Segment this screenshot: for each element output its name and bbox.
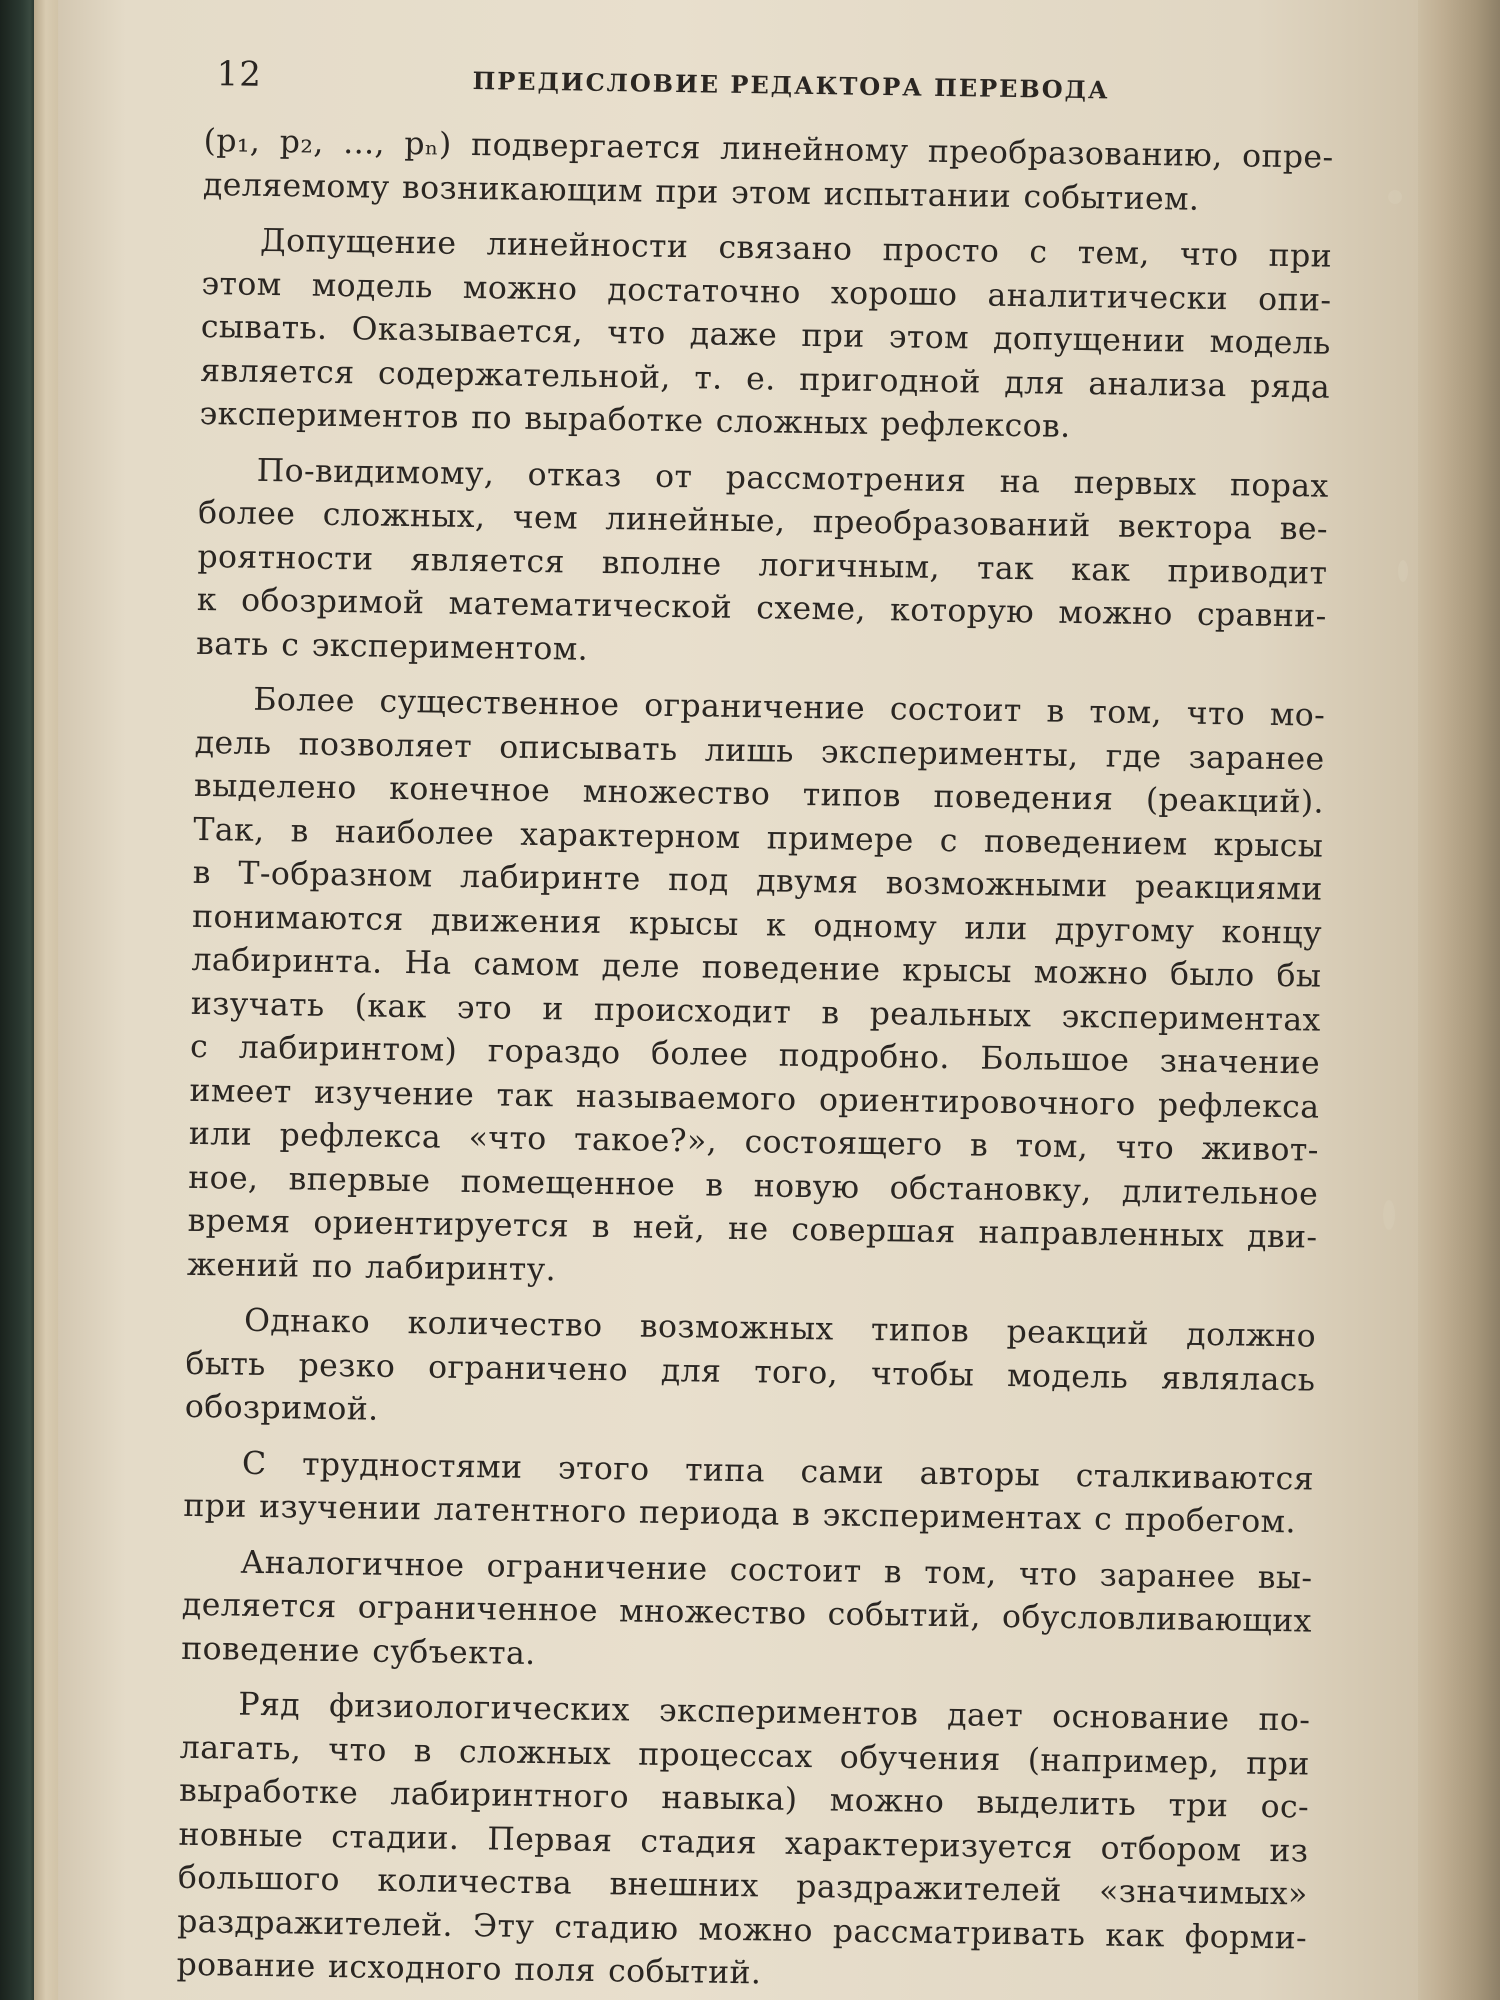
running-title: ПРЕДИСЛОВИЕ РЕДАКТОРА ПЕРЕВОДА xyxy=(472,65,1110,105)
paragraph xyxy=(203,120,1334,224)
paragraph xyxy=(187,678,1326,1304)
body-text xyxy=(176,120,1334,2000)
page-number: 12 xyxy=(216,54,263,95)
text-line: лабиринта. На самом деле поведение крысы можно было бы xyxy=(191,941,1322,995)
text-line: вать с экспериментом. xyxy=(195,625,589,668)
text-line: Допущение линейности связано просто с тем, что при xyxy=(259,222,1333,275)
text-line: или рефлекса «что такое?», состоящего в том, что живот- xyxy=(188,1115,1320,1169)
text-line: жений по лабиринту. xyxy=(186,1246,557,1288)
text-line: Ряд физиологических экспериментов дает основание по- xyxy=(238,1686,1311,1739)
text-line: большого количества внешних раздражителей «значимых» xyxy=(177,1859,1309,1913)
text-line: Однако количество возможных типов реакций должно xyxy=(243,1302,1317,1355)
text-line: экспериментов по выработке сложных рефлексов. xyxy=(199,395,1071,445)
text-line: По-видимому, отказ от рассмотрения на первых порах xyxy=(256,452,1329,505)
text-line: является содержательной, т. е. пригодной для анализа ряда xyxy=(199,352,1331,406)
paragraph xyxy=(196,448,1329,682)
text-line: роятности является вполне логичным, так как приводит xyxy=(197,538,1328,592)
text-line: рование исходного поля событий. xyxy=(176,1946,762,1992)
text-line: Так, в наиболее характерном примере с поведением крысы xyxy=(193,811,1324,865)
text-line: С трудностями этого типа сами авторы сталкиваются xyxy=(241,1445,1315,1498)
text-line: деляемому возникающим при этом испытании событием. xyxy=(202,166,1200,218)
text-line: поведение субъекта. xyxy=(181,1630,536,1672)
text-line: (p₁, p₂, ..., pₙ) подвергается линейному преобразованию, опре- xyxy=(203,122,1334,176)
paragraph xyxy=(199,219,1332,453)
text-line: выработке лабиринтного навыка) можно выделить три ос- xyxy=(178,1772,1310,1826)
text-line: к обозримой математической схеме, которую можно сравни- xyxy=(196,581,1327,635)
text-line: понимаются движения крысы к одному или другому концу xyxy=(191,898,1323,952)
paragraph xyxy=(181,1540,1313,1687)
text-line: раздражителей. Эту стадию можно рассматривать как форми- xyxy=(176,1903,1308,1957)
text-line: быть резко ограничено для того, чтобы модель являлась xyxy=(185,1345,1316,1399)
text-line: время ориентируется в ней, не совершая направленных дви- xyxy=(187,1202,1318,1256)
paragraph xyxy=(185,1299,1317,1446)
text-line: при изучении латентного периода в экспериментах с пробегом. xyxy=(183,1487,1297,1541)
text-line: новные стадии. Первая стадия характеризуется отбором из xyxy=(178,1816,1309,1870)
text-line: в Т-образном лабиринте под двумя возможными реакциями xyxy=(192,854,1323,908)
text-line: с лабиринтом) гораздо более подробно. Большое значение xyxy=(189,1028,1321,1082)
text-line: сывать. Оказывается, что даже при этом допущении модель xyxy=(200,308,1332,362)
paragraph xyxy=(176,1683,1310,2000)
text-line: имеет изучение так называемого ориентировочного рефлекса xyxy=(189,1072,1320,1126)
text-line: деляется ограниченное множество событий, обусловливающих xyxy=(181,1586,1313,1640)
text-line: выделено конечное множество типов поведения (реакций). xyxy=(193,767,1325,821)
text-line: более сложных, чем линейные, преобразований вектора ве- xyxy=(197,494,1329,548)
text-line: обозримой. xyxy=(184,1388,379,1428)
text-line: этом модель можно достаточно хорошо аналитически опи- xyxy=(201,265,1332,319)
text-line: изучать (как это и происходит в реальных экспериментах xyxy=(190,985,1321,1039)
paragraph xyxy=(183,1441,1314,1545)
right-page-edge xyxy=(1418,0,1500,2000)
text-block xyxy=(176,50,1335,2000)
text-line: ное, впервые помещенное в новую обстановку, длительное xyxy=(188,1159,1319,1213)
text-line: Более существенное ограничение состоит в том, что мо- xyxy=(253,681,1326,734)
text-line: Аналогичное ограничение состоит в том, что заранее вы- xyxy=(240,1544,1313,1597)
text-line: лагать, что в сложных процессах обучения (например, при xyxy=(179,1729,1310,1783)
text-line: дель позволяет описывать лишь эксперименты, где заранее xyxy=(194,724,1325,778)
